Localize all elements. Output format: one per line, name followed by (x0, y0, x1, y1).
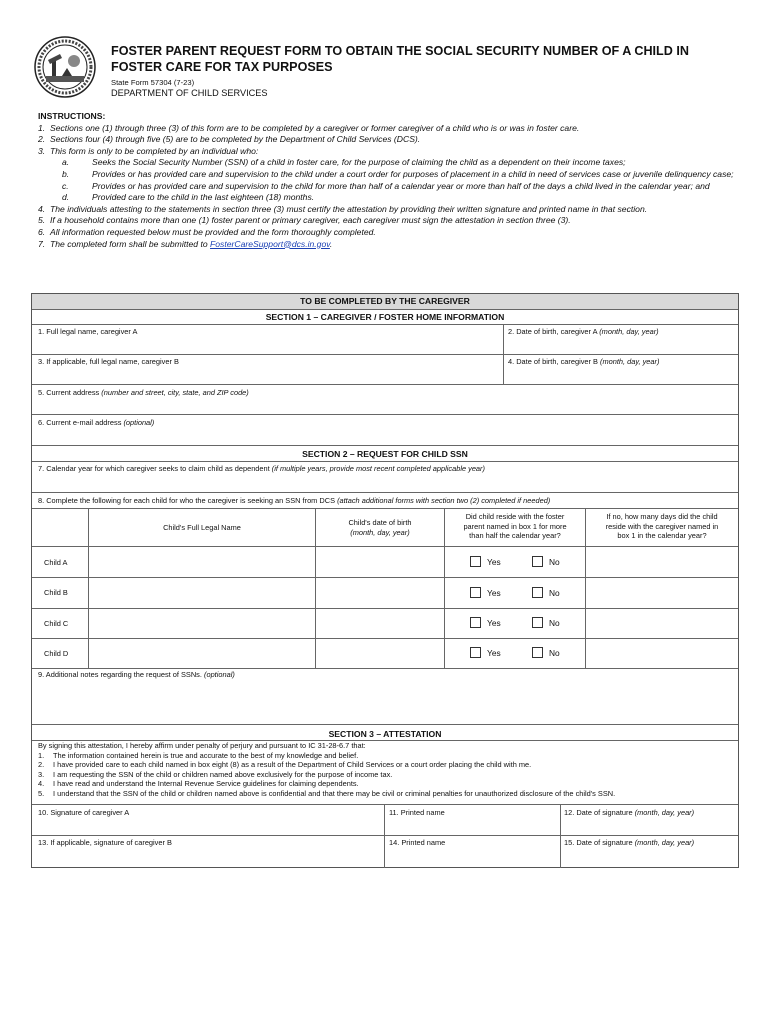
field-13-label: 13. If applicable, signature of caregiver B (38, 838, 172, 847)
yes-label: Yes (487, 648, 501, 658)
col-child-name-header: Child's Full Legal Name (163, 523, 241, 532)
form-title: FOSTER PARENT REQUEST FORM TO OBTAIN THE SOCIAL SECURITY NUMBER OF A CHILD IN FOSTER CARE FOR TAX PURPOSES (111, 44, 689, 74)
child-row-label: Child B (44, 588, 68, 597)
no-label: No (549, 618, 560, 628)
child-c-yes-checkbox[interactable] (470, 617, 481, 628)
field-15-label: 15. Date of signature (month, day, year) (564, 838, 695, 847)
form-number: State Form 57304 (7-23) (111, 78, 195, 87)
field-14-label: 14. Printed name (389, 838, 446, 847)
child-b-name-field[interactable] (89, 578, 315, 608)
child-d-days-field[interactable] (586, 639, 738, 668)
child-b-no-checkbox[interactable] (532, 587, 543, 598)
instruction-item: 3. This form is only to be completed by an individual who: (38, 145, 259, 156)
child-d-yes-checkbox[interactable] (470, 647, 481, 658)
department-name: DEPARTMENT OF CHILD SERVICES (111, 88, 268, 98)
instruction-item: 2. Sections four (4) through five (5) are to be completed by the Department of Child Services (DCS). (38, 134, 421, 145)
section3-title: SECTION 3 – ATTESTATION (328, 729, 442, 739)
field-9-label: 9. Additional notes regarding the request of SSNs. (optional) (38, 670, 235, 679)
child-b-dob-field[interactable] (316, 578, 444, 608)
child-a-yes-checkbox[interactable] (470, 556, 481, 567)
child-row-label: Child C (44, 619, 69, 628)
instruction-item: 1. Sections one (1) through three (3) of this form are to be completed by a caregiver or former caregiver of a child who is or was in foster care. (38, 122, 580, 133)
child-row-label: Child D (44, 649, 69, 658)
child-a-days-field[interactable] (586, 547, 738, 577)
child-b-days-field[interactable] (586, 578, 738, 608)
instruction-subitem: b. Provides or has provided care and supervision to the child under a court order for purposes of placement in a child in need of services case or juvenile delinquency case; (62, 168, 734, 179)
instruction-item: 4. The individuals attesting to the statements in section three (3) must certify the attestation by providing their written signature and printed name in that section. (38, 203, 648, 214)
instruction-item: 7. The completed form shall be submitted to FosterCareSupport@dcs.in.gov. (38, 238, 333, 249)
field-6-label: 6. Current e-mail address (optional) (38, 418, 155, 427)
field-8-label: 8. Complete the following for each child for who the caregiver is seeking an SSN from DCS (attach additional forms with section two (2) completed if needed) (38, 496, 551, 505)
child-a-name-field[interactable] (89, 547, 315, 577)
child-a-dob-field[interactable] (316, 547, 444, 577)
no-label: No (549, 588, 560, 598)
section1-title: SECTION 1 – CAREGIVER / FOSTER HOME INFORMATION (265, 312, 505, 322)
child-d-name-field[interactable] (89, 639, 315, 668)
yes-label: Yes (487, 618, 501, 628)
instruction-subitem: c. Provides or has provided care and supervision to the child for more than half of a calendar year or more than half of the days a child lived in the calendar year; and (62, 180, 710, 191)
child-d-dob-field[interactable] (316, 639, 444, 668)
child-row-label: Child A (44, 558, 68, 567)
instructions-heading: INSTRUCTIONS: (38, 111, 106, 121)
yes-label: Yes (487, 557, 501, 567)
col-reside-header: Did child reside with the foster parent named in box 1 for more than half the calendar year? (463, 512, 567, 541)
support-email-link[interactable]: FosterCareSupport@dcs.in.gov (210, 238, 330, 249)
section2-title: SECTION 2 – REQUEST FOR CHILD SSN (302, 449, 468, 459)
field-10-label: 10. Signature of caregiver A (38, 808, 130, 817)
field-7-label: 7. Calendar year for which caregiver seeks to claim child as dependent (if multiple years, provide most recent completed applicable year) (38, 464, 485, 473)
child-d-no-checkbox[interactable] (532, 647, 543, 658)
col-days-header: If no, how many days did the child reside with the caregiver named in box 1 in the calendar year? (605, 512, 719, 541)
field-4-label: 4. Date of birth, caregiver B (month, day, year) (508, 357, 660, 366)
child-c-name-field[interactable] (89, 609, 315, 638)
child-c-days-field[interactable] (586, 609, 738, 638)
instruction-subitem: d. Provided care to the child in the last eighteen (18) months. (62, 192, 315, 203)
field-12-label: 12. Date of signature (month, day, year) (564, 808, 695, 817)
attestation-text: By signing this attestation, I hereby affirm under penalty of perjury and pursuant to IC 31-28-6.7 that: 1. The information contained herein is true and accurate to the best of my knowledge and belief. 2. I have provided care to each child named in box eight (8) as a result of the Department of Child Services or a court order placing the child with me. 3. I am requesting the SSN of the child or children named above exclusively for the purpose of income tax. 4. I have read and understand the Internal Revenue Service guidelines for claiming dependents. 5. I understand that the SSN of the child or children named above is confidential and that there may be civil or criminal penalties for unauthorized disclosure of the child's SSN. (38, 741, 616, 798)
no-label: No (549, 648, 560, 658)
instruction-item: 5. If a household contains more than one (1) foster parent or primary caregiver, each caregiver must sign the attestation in section three (3). (38, 215, 571, 226)
instruction-item: 6. All information requested below must be provided and the form thoroughly completed. (38, 226, 376, 237)
no-label: No (549, 557, 560, 567)
child-a-no-checkbox[interactable] (532, 556, 543, 567)
field-2-label: 2. Date of birth, caregiver A (month, day, year) (508, 327, 659, 336)
field-1-label: 1. Full legal name, caregiver A (38, 327, 138, 336)
child-b-yes-checkbox[interactable] (470, 587, 481, 598)
field-5-label: 5. Current address (number and street, city, state, and ZIP code) (38, 388, 249, 397)
field-11-label: 11. Printed name (389, 808, 445, 817)
child-c-no-checkbox[interactable] (532, 617, 543, 628)
col-dob-header: Child's date of birth (month, day, year) (348, 518, 412, 537)
yes-label: Yes (487, 588, 501, 598)
state-seal-icon (34, 36, 96, 98)
instruction-subitem: a. Seeks the Social Security Number (SSN) of a child in foster care, for the purpose of claiming the child as a dependent on their income taxes; (62, 157, 626, 168)
field-3-label: 3. If applicable, full legal name, caregiver B (38, 357, 179, 366)
caregiver-banner: TO BE COMPLETED BY THE CAREGIVER (32, 294, 738, 310)
instructions (38, 111, 738, 250)
child-c-dob-field[interactable] (316, 609, 444, 638)
